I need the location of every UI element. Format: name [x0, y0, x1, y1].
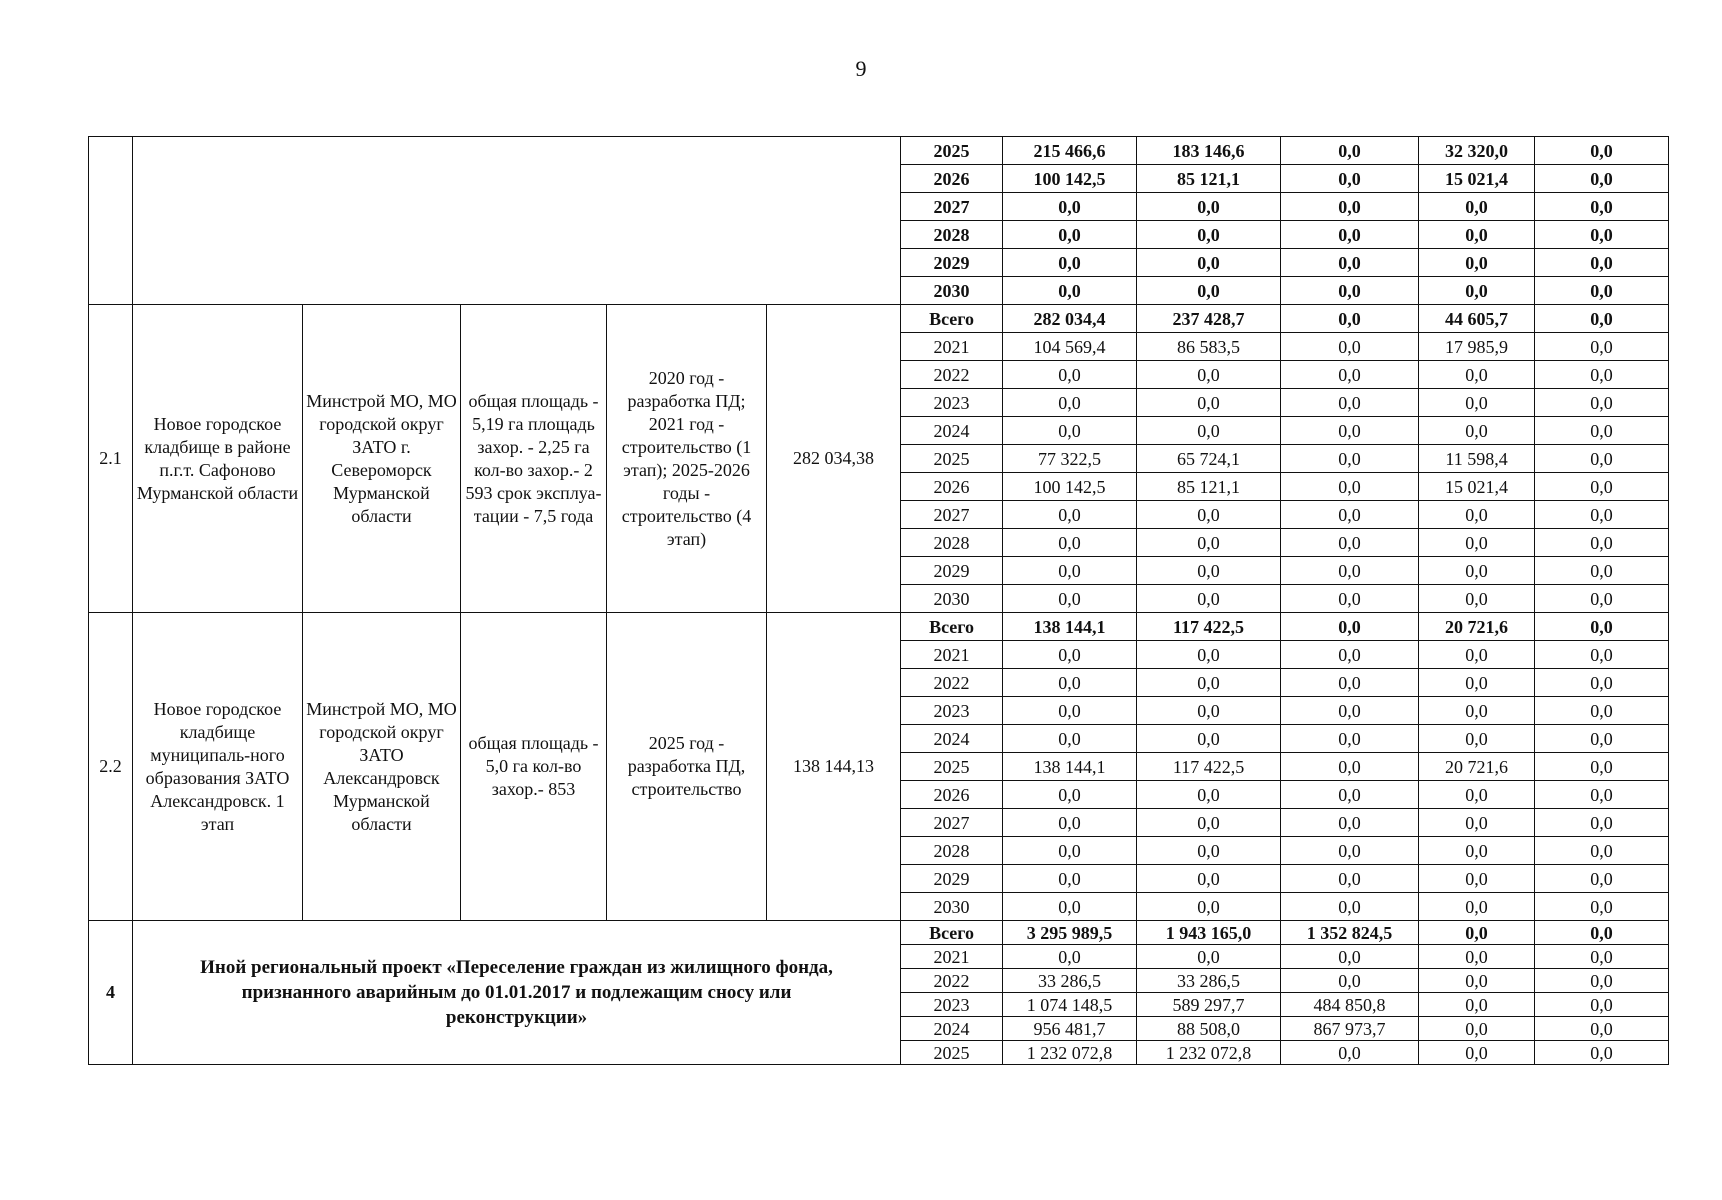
cell-reg: 0,0	[1281, 333, 1419, 361]
cell-other: 0,0	[1535, 725, 1669, 753]
table-row	[89, 921, 1669, 945]
cell-other: 0,0	[1535, 865, 1669, 893]
cell-reg: 0,0	[1281, 249, 1419, 277]
cell-other: 0,0	[1535, 669, 1669, 697]
cell-loc: 0,0	[1419, 697, 1535, 725]
cell-loc: 0,0	[1419, 193, 1535, 221]
cell-other: 0,0	[1535, 945, 1669, 969]
cell-loc: 0,0	[1419, 865, 1535, 893]
cell-year: 2026	[901, 473, 1003, 501]
cell-other: 0,0	[1535, 165, 1669, 193]
cell-other: 0,0	[1535, 993, 1669, 1017]
cell-year: 2022	[901, 669, 1003, 697]
cell-year: 2027	[901, 501, 1003, 529]
funding-table	[88, 136, 1669, 1065]
cell-year: 2030	[901, 893, 1003, 921]
cell-fed: 0,0	[1137, 501, 1281, 529]
cell-total: 100 142,5	[1003, 473, 1137, 501]
cell-fed: 0,0	[1137, 417, 1281, 445]
cell-reg: 0,0	[1281, 361, 1419, 389]
cell-reg: 0,0	[1281, 557, 1419, 585]
cell-reg: 0,0	[1281, 613, 1419, 641]
cell-loc: 0,0	[1419, 501, 1535, 529]
cell-year: 2025	[901, 753, 1003, 781]
cell-total: 3 295 989,5	[1003, 921, 1137, 945]
cell-other: 0,0	[1535, 529, 1669, 557]
cell-other: 0,0	[1535, 809, 1669, 837]
cell-year: 2024	[901, 417, 1003, 445]
cell-total: 0,0	[1003, 945, 1137, 969]
cell-fed: 589 297,7	[1137, 993, 1281, 1017]
cell-total: 0,0	[1003, 361, 1137, 389]
cell-reg: 0,0	[1281, 221, 1419, 249]
cell-loc: 0,0	[1419, 557, 1535, 585]
cell-loc: 20 721,6	[1419, 613, 1535, 641]
cell-reg: 0,0	[1281, 445, 1419, 473]
cell-fed: 0,0	[1137, 893, 1281, 921]
cell-reg: 0,0	[1281, 193, 1419, 221]
cell-reg: 0,0	[1281, 417, 1419, 445]
cell-fed: 0,0	[1137, 529, 1281, 557]
cell-other: 0,0	[1535, 193, 1669, 221]
table-row	[89, 305, 1669, 333]
cell-total: 0,0	[1003, 277, 1137, 305]
cell-fed: 0,0	[1137, 193, 1281, 221]
cell-loc: 11 598,4	[1419, 445, 1535, 473]
responsible-org: Минстрой МО, МО городской округ ЗАТО Александровск Мурманской области	[303, 613, 461, 921]
cell-loc: 0,0	[1419, 529, 1535, 557]
cell-reg: 0,0	[1281, 753, 1419, 781]
cell-total: 104 569,4	[1003, 333, 1137, 361]
cell-fed: 0,0	[1137, 669, 1281, 697]
cell-reg: 0,0	[1281, 585, 1419, 613]
cell-total: 0,0	[1003, 501, 1137, 529]
cell-loc: 0,0	[1419, 249, 1535, 277]
cell-other: 0,0	[1535, 137, 1669, 165]
cell-other: 0,0	[1535, 417, 1669, 445]
cell-total: 77 322,5	[1003, 445, 1137, 473]
cell-year: 2030	[901, 277, 1003, 305]
cell-fed: 65 724,1	[1137, 445, 1281, 473]
cell-fed: 0,0	[1137, 277, 1281, 305]
cell-fed: 0,0	[1137, 249, 1281, 277]
cell-fed: 85 121,1	[1137, 473, 1281, 501]
cell-reg: 0,0	[1281, 165, 1419, 193]
cell-fed: 88 508,0	[1137, 1017, 1281, 1041]
cell-total: 282 034,4	[1003, 305, 1137, 333]
cell-other: 0,0	[1535, 1041, 1669, 1065]
cell-fed: 33 286,5	[1137, 969, 1281, 993]
cell-fed: 0,0	[1137, 809, 1281, 837]
cell-reg: 0,0	[1281, 781, 1419, 809]
funding-table-wrap	[88, 136, 1668, 1065]
cell-other: 0,0	[1535, 697, 1669, 725]
cell-loc: 0,0	[1419, 993, 1535, 1017]
cell-total: 0,0	[1003, 781, 1137, 809]
cell-total: 100 142,5	[1003, 165, 1137, 193]
cell-reg: 0,0	[1281, 389, 1419, 417]
cell-loc: 0,0	[1419, 641, 1535, 669]
cell-total: 0,0	[1003, 837, 1137, 865]
cell-reg: 0,0	[1281, 529, 1419, 557]
cell-other: 0,0	[1535, 557, 1669, 585]
cell-year: 2027	[901, 809, 1003, 837]
cell-loc: 0,0	[1419, 277, 1535, 305]
cell-loc: 0,0	[1419, 921, 1535, 945]
cell-year: 2023	[901, 993, 1003, 1017]
cell-loc: 0,0	[1419, 1041, 1535, 1065]
cell-reg: 0,0	[1281, 501, 1419, 529]
cell-reg: 0,0	[1281, 305, 1419, 333]
project-title: Иной региональный проект «Переселение граждан из жилищного фонда, признанного аварийным до 01.01.2017 и подлежащим сносу или реконструкции»	[133, 921, 901, 1065]
cell-loc: 0,0	[1419, 585, 1535, 613]
cell-total: 0,0	[1003, 249, 1137, 277]
object-parameters: общая площадь - 5,19 га площадь захор. - 2,25 га кол-во захор.- 2 593 срок эксплуа-тации - 7,5 года	[461, 305, 607, 613]
cell-year: 2026	[901, 165, 1003, 193]
cell-year: 2028	[901, 221, 1003, 249]
section-number: 4	[89, 921, 133, 1065]
cell-total: 0,0	[1003, 417, 1137, 445]
cell-year: 2024	[901, 725, 1003, 753]
cell-year: 2023	[901, 697, 1003, 725]
cell-reg: 867 973,7	[1281, 1017, 1419, 1041]
empty-description-cell	[133, 137, 901, 305]
cell-loc: 17 985,9	[1419, 333, 1535, 361]
cell-total: 0,0	[1003, 585, 1137, 613]
estimated-cost: 282 034,38	[767, 305, 901, 613]
cell-fed: 85 121,1	[1137, 165, 1281, 193]
cell-loc: 0,0	[1419, 1017, 1535, 1041]
cell-year: 2025	[901, 137, 1003, 165]
cell-total: 0,0	[1003, 221, 1137, 249]
cell-loc: 0,0	[1419, 945, 1535, 969]
cell-total: 0,0	[1003, 893, 1137, 921]
cell-year: 2022	[901, 361, 1003, 389]
cell-other: 0,0	[1535, 613, 1669, 641]
cell-reg: 0,0	[1281, 669, 1419, 697]
cell-other: 0,0	[1535, 305, 1669, 333]
cell-other: 0,0	[1535, 221, 1669, 249]
cell-fed: 183 146,6	[1137, 137, 1281, 165]
cell-year: 2022	[901, 969, 1003, 993]
cell-year: 2025	[901, 445, 1003, 473]
cell-total: 0,0	[1003, 193, 1137, 221]
cell-other: 0,0	[1535, 641, 1669, 669]
cell-year: 2029	[901, 249, 1003, 277]
cell-loc: 0,0	[1419, 361, 1535, 389]
cell-total: 1 232 072,8	[1003, 1041, 1137, 1065]
cell-loc: 0,0	[1419, 221, 1535, 249]
cell-year: 2024	[901, 1017, 1003, 1041]
cell-fed: 0,0	[1137, 557, 1281, 585]
object-parameters: общая площадь - 5,0 га кол-во захор.- 853	[461, 613, 607, 921]
cell-year: 2025	[901, 1041, 1003, 1065]
cell-other: 0,0	[1535, 501, 1669, 529]
estimated-cost: 138 144,13	[767, 613, 901, 921]
cell-year: 2028	[901, 529, 1003, 557]
cell-fed: 117 422,5	[1137, 613, 1281, 641]
cell-reg: 0,0	[1281, 697, 1419, 725]
cell-year: 2029	[901, 557, 1003, 585]
cell-total: 956 481,7	[1003, 1017, 1137, 1041]
cell-reg: 0,0	[1281, 137, 1419, 165]
cell-total: 0,0	[1003, 865, 1137, 893]
object-name: Новое городское кладбище в районе п.г.т. Сафоново Мурманской области	[133, 305, 303, 613]
cell-fed: 0,0	[1137, 641, 1281, 669]
cell-fed: 1 232 072,8	[1137, 1041, 1281, 1065]
cell-fed: 0,0	[1137, 837, 1281, 865]
cell-fed: 0,0	[1137, 585, 1281, 613]
cell-total: 0,0	[1003, 557, 1137, 585]
cell-total: 215 466,6	[1003, 137, 1137, 165]
cell-loc: 0,0	[1419, 893, 1535, 921]
cell-fed: 0,0	[1137, 389, 1281, 417]
cell-other: 0,0	[1535, 445, 1669, 473]
cell-other: 0,0	[1535, 969, 1669, 993]
cell-year: 2026	[901, 781, 1003, 809]
cell-other: 0,0	[1535, 753, 1669, 781]
cell-total: 0,0	[1003, 389, 1137, 417]
section-number: 2.2	[89, 613, 133, 921]
cell-year: 2021	[901, 333, 1003, 361]
cell-year: 2027	[901, 193, 1003, 221]
cell-other: 0,0	[1535, 333, 1669, 361]
cell-loc: 15 021,4	[1419, 473, 1535, 501]
cell-reg: 0,0	[1281, 837, 1419, 865]
empty-number-cell	[89, 137, 133, 305]
cell-reg: 0,0	[1281, 945, 1419, 969]
cell-total: 138 144,1	[1003, 613, 1137, 641]
cell-reg: 0,0	[1281, 865, 1419, 893]
cell-loc: 0,0	[1419, 781, 1535, 809]
cell-fed: 0,0	[1137, 945, 1281, 969]
cell-total: 0,0	[1003, 725, 1137, 753]
cell-total: 138 144,1	[1003, 753, 1137, 781]
cell-other: 0,0	[1535, 389, 1669, 417]
cell-fed: 0,0	[1137, 221, 1281, 249]
cell-reg: 0,0	[1281, 893, 1419, 921]
cell-year: Всего	[901, 305, 1003, 333]
cell-year: Всего	[901, 921, 1003, 945]
cell-fed: 0,0	[1137, 361, 1281, 389]
cell-fed: 0,0	[1137, 697, 1281, 725]
page-number: 9	[855, 56, 867, 81]
cell-other: 0,0	[1535, 837, 1669, 865]
object-name: Новое городское кладбище муниципаль-ного образования ЗАТО Александровск. 1 этап	[133, 613, 303, 921]
responsible-org: Минстрой МО, МО городской округ ЗАТО г. Североморск Мурманской области	[303, 305, 461, 613]
cell-year: 2021	[901, 945, 1003, 969]
cell-fed: 237 428,7	[1137, 305, 1281, 333]
cell-fed: 86 583,5	[1137, 333, 1281, 361]
cell-other: 0,0	[1535, 585, 1669, 613]
cell-total: 0,0	[1003, 809, 1137, 837]
cell-loc: 32 320,0	[1419, 137, 1535, 165]
cell-fed: 117 422,5	[1137, 753, 1281, 781]
cell-loc: 15 021,4	[1419, 165, 1535, 193]
cell-reg: 484 850,8	[1281, 993, 1419, 1017]
cell-loc: 0,0	[1419, 969, 1535, 993]
cell-fed: 0,0	[1137, 781, 1281, 809]
cell-other: 0,0	[1535, 473, 1669, 501]
cell-year: 2023	[901, 389, 1003, 417]
cell-year: 2028	[901, 837, 1003, 865]
cell-other: 0,0	[1535, 893, 1669, 921]
cell-loc: 0,0	[1419, 389, 1535, 417]
cell-other: 0,0	[1535, 361, 1669, 389]
table-row	[89, 613, 1669, 641]
cell-year: Всего	[901, 613, 1003, 641]
cell-fed: 1 943 165,0	[1137, 921, 1281, 945]
cell-loc: 0,0	[1419, 837, 1535, 865]
cell-other: 0,0	[1535, 781, 1669, 809]
cell-loc: 44 605,7	[1419, 305, 1535, 333]
cell-total: 0,0	[1003, 669, 1137, 697]
cell-loc: 0,0	[1419, 725, 1535, 753]
cell-other: 0,0	[1535, 921, 1669, 945]
cell-other: 0,0	[1535, 249, 1669, 277]
cell-fed: 0,0	[1137, 865, 1281, 893]
cell-year: 2030	[901, 585, 1003, 613]
cell-other: 0,0	[1535, 1017, 1669, 1041]
cell-reg: 0,0	[1281, 969, 1419, 993]
cell-reg: 1 352 824,5	[1281, 921, 1419, 945]
cell-reg: 0,0	[1281, 277, 1419, 305]
cell-reg: 0,0	[1281, 473, 1419, 501]
cell-fed: 0,0	[1137, 725, 1281, 753]
section-number: 2.1	[89, 305, 133, 613]
cell-loc: 0,0	[1419, 669, 1535, 697]
cell-loc: 0,0	[1419, 809, 1535, 837]
cell-loc: 20 721,6	[1419, 753, 1535, 781]
table-row	[89, 137, 1669, 165]
cell-reg: 0,0	[1281, 1041, 1419, 1065]
funding-table-body	[89, 137, 1669, 1065]
cell-reg: 0,0	[1281, 641, 1419, 669]
cell-reg: 0,0	[1281, 809, 1419, 837]
cell-total: 0,0	[1003, 641, 1137, 669]
cell-total: 33 286,5	[1003, 969, 1137, 993]
cell-year: 2021	[901, 641, 1003, 669]
cell-total: 0,0	[1003, 697, 1137, 725]
implementation-stages: 2025 год - разработка ПД, строительство	[607, 613, 767, 921]
cell-loc: 0,0	[1419, 417, 1535, 445]
implementation-stages: 2020 год - разработка ПД; 2021 год - строительство (1 этап); 2025-2026 годы - строительство (4 этап)	[607, 305, 767, 613]
cell-other: 0,0	[1535, 277, 1669, 305]
cell-total: 0,0	[1003, 529, 1137, 557]
cell-total: 1 074 148,5	[1003, 993, 1137, 1017]
cell-year: 2029	[901, 865, 1003, 893]
cell-reg: 0,0	[1281, 725, 1419, 753]
